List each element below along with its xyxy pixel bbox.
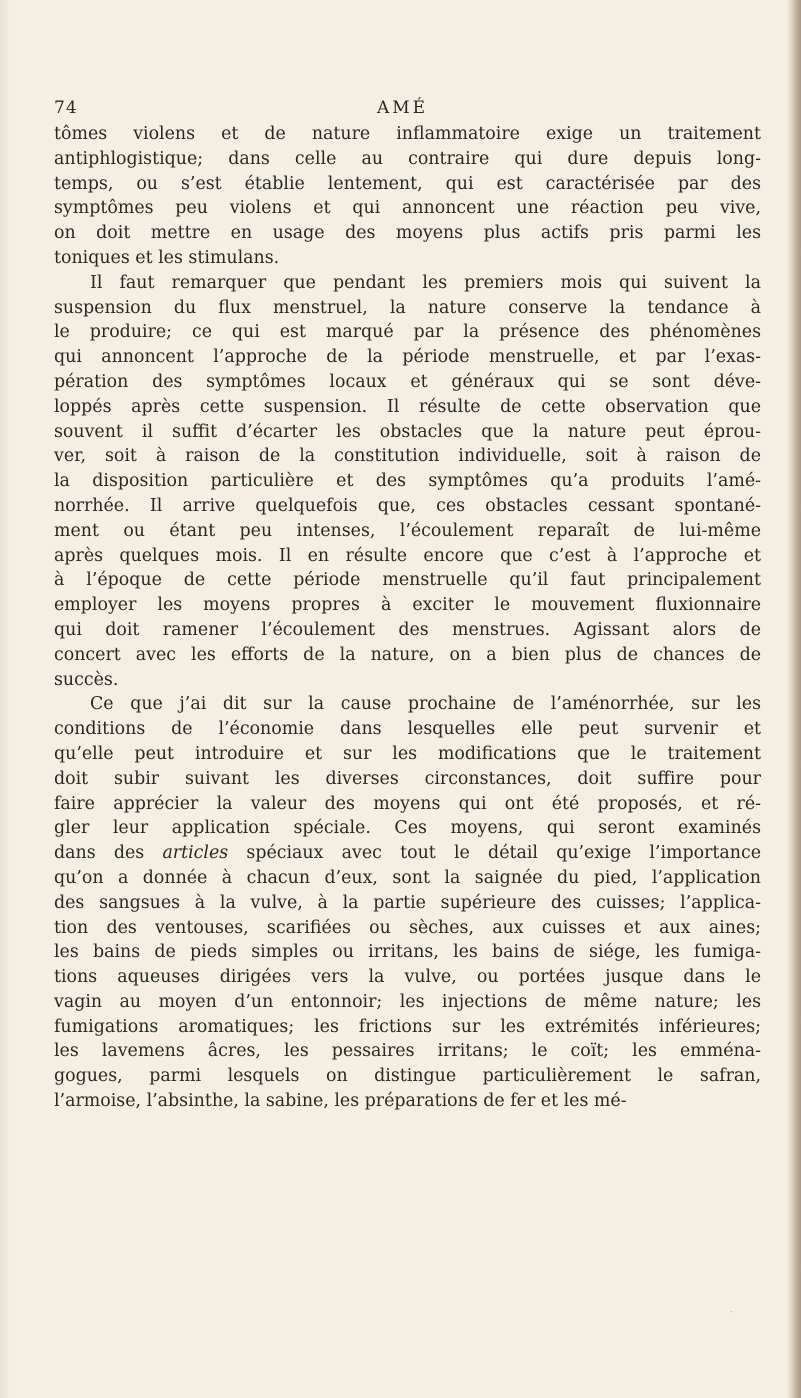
- text-line: la disposition particulière et des symptômes qu’a produits l’amé-: [54, 471, 761, 492]
- text-line: faire apprécier la valeur des moyens qui ont été proposés, et ré-: [54, 793, 761, 814]
- text-line: temps, ou s’est établie lentement, qui est caractérisée par des: [54, 173, 761, 194]
- text-line: fumigations aromatiques; les frictions sur les extrémités inférieures;: [54, 1016, 761, 1037]
- text-line: qui annoncent l’approche de la période menstruelle, et par l’exas-: [54, 347, 761, 368]
- text-line: tion des ventouses, scarifiées ou sèches, aux cuisses et aux aines;: [54, 917, 761, 938]
- running-head: AMÉ: [377, 98, 429, 118]
- text-line: ver, soit à raison de la constitution individuelle, soit à raison de: [54, 446, 761, 467]
- text-line: doit subir suivant les diverses circonstances, doit suffire pour: [54, 768, 761, 789]
- text-line: pération des symptômes locaux et généraux qui se sont déve-: [54, 371, 761, 392]
- scan-mark: ˎ: [730, 1302, 734, 1313]
- text-line: les lavemens âcres, les pessaires irritans; le coït; les emména-: [54, 1041, 761, 1062]
- paragraph: [54, 122, 761, 271]
- page-gutter-shadow: [0, 0, 10, 1398]
- text-line: des sangsues à la vulve, à la partie supérieure des cuisses; l’applica-: [54, 892, 761, 913]
- text-line: qui doit ramener l’écoulement des menstrues. Agissant alors de: [54, 619, 761, 640]
- text-line: l’armoise, l’absinthe, la sabine, les préparations de fer et les mé-: [54, 1091, 627, 1112]
- text-line: antiphlogistique; dans celle au contraire qui dure depuis long-: [54, 148, 761, 169]
- text-line: tions aqueuses dirigées vers la vulve, ou portées jusque dans le: [54, 967, 761, 988]
- page-header: [0, 96, 790, 120]
- text-line: Ce que j’ai dit sur la cause prochaine de l’aménorrhée, sur les: [90, 694, 761, 715]
- text-line: ment ou étant peu intenses, l’écoulement reparaît de lui-même: [54, 520, 761, 541]
- text-line: toniques et les stimulans.: [54, 247, 280, 268]
- text-line: norrhée. Il arrive quelquefois que, ces obstacles cessant spontané-: [54, 495, 761, 516]
- text-line: succès.: [54, 669, 119, 690]
- text-line: vagin au moyen d’un entonnoir; les injections de même nature; les: [54, 991, 761, 1012]
- text-line: Il faut remarquer que pendant les premiers mois qui suivent la: [90, 272, 761, 293]
- text-line: le produire; ce qui est marqué par la présence des phénomènes: [54, 322, 761, 343]
- italic-text: articles: [162, 843, 229, 864]
- body-text: [54, 122, 761, 1114]
- paragraph: [54, 692, 761, 1114]
- text-line: symptômes peu violens et qui annoncent une réaction peu vive,: [54, 198, 761, 219]
- text-line: dans des articles spéciaux avec tout le détail qu’exige l’importance: [54, 843, 762, 864]
- text-line: tômes violens et de nature inflammatoire exige un traitement: [54, 124, 761, 144]
- page-number: 74: [54, 98, 78, 118]
- text-line: souvent il suffit d’écarter les obstacles que la nature peut éprou-: [54, 421, 761, 442]
- text-line: à l’époque de cette période menstruelle qu’il faut principalement: [54, 570, 761, 591]
- text-line: suspension du flux menstruel, la nature conserve la tendance à: [54, 297, 761, 318]
- text-line: les bains de pieds simples ou irritans, les bains de siége, les fumiga-: [54, 942, 761, 963]
- text-line: on doit mettre en usage des moyens plus actifs pris parmi les: [54, 223, 761, 244]
- paragraph: [54, 271, 761, 693]
- text-line: gler leur application spéciale. Ces moyens, qui seront examinés: [54, 818, 761, 839]
- page-edge-shadow: [787, 0, 801, 1398]
- text-line: qu’on a donnée à chacun d’eux, sont la saignée du pied, l’application: [54, 867, 761, 888]
- text-line: employer les moyens propres à exciter le mouvement fluxionnaire: [54, 595, 761, 616]
- text-line: loppés après cette suspension. Il résulte de cette observation que: [54, 396, 761, 417]
- text-line: concert avec les efforts de la nature, on a bien plus de chances de: [54, 644, 761, 665]
- text-line: conditions de l’économie dans lesquelles elle peut survenir et: [54, 719, 761, 740]
- text-line: qu’elle peut introduire et sur les modifications que le traitement: [54, 743, 761, 764]
- text-line: après quelques mois. Il en résulte encore que c’est à l’approche et: [54, 545, 761, 566]
- text-line: gogues, parmi lesquels on distingue particulièrement le safran,: [54, 1066, 761, 1087]
